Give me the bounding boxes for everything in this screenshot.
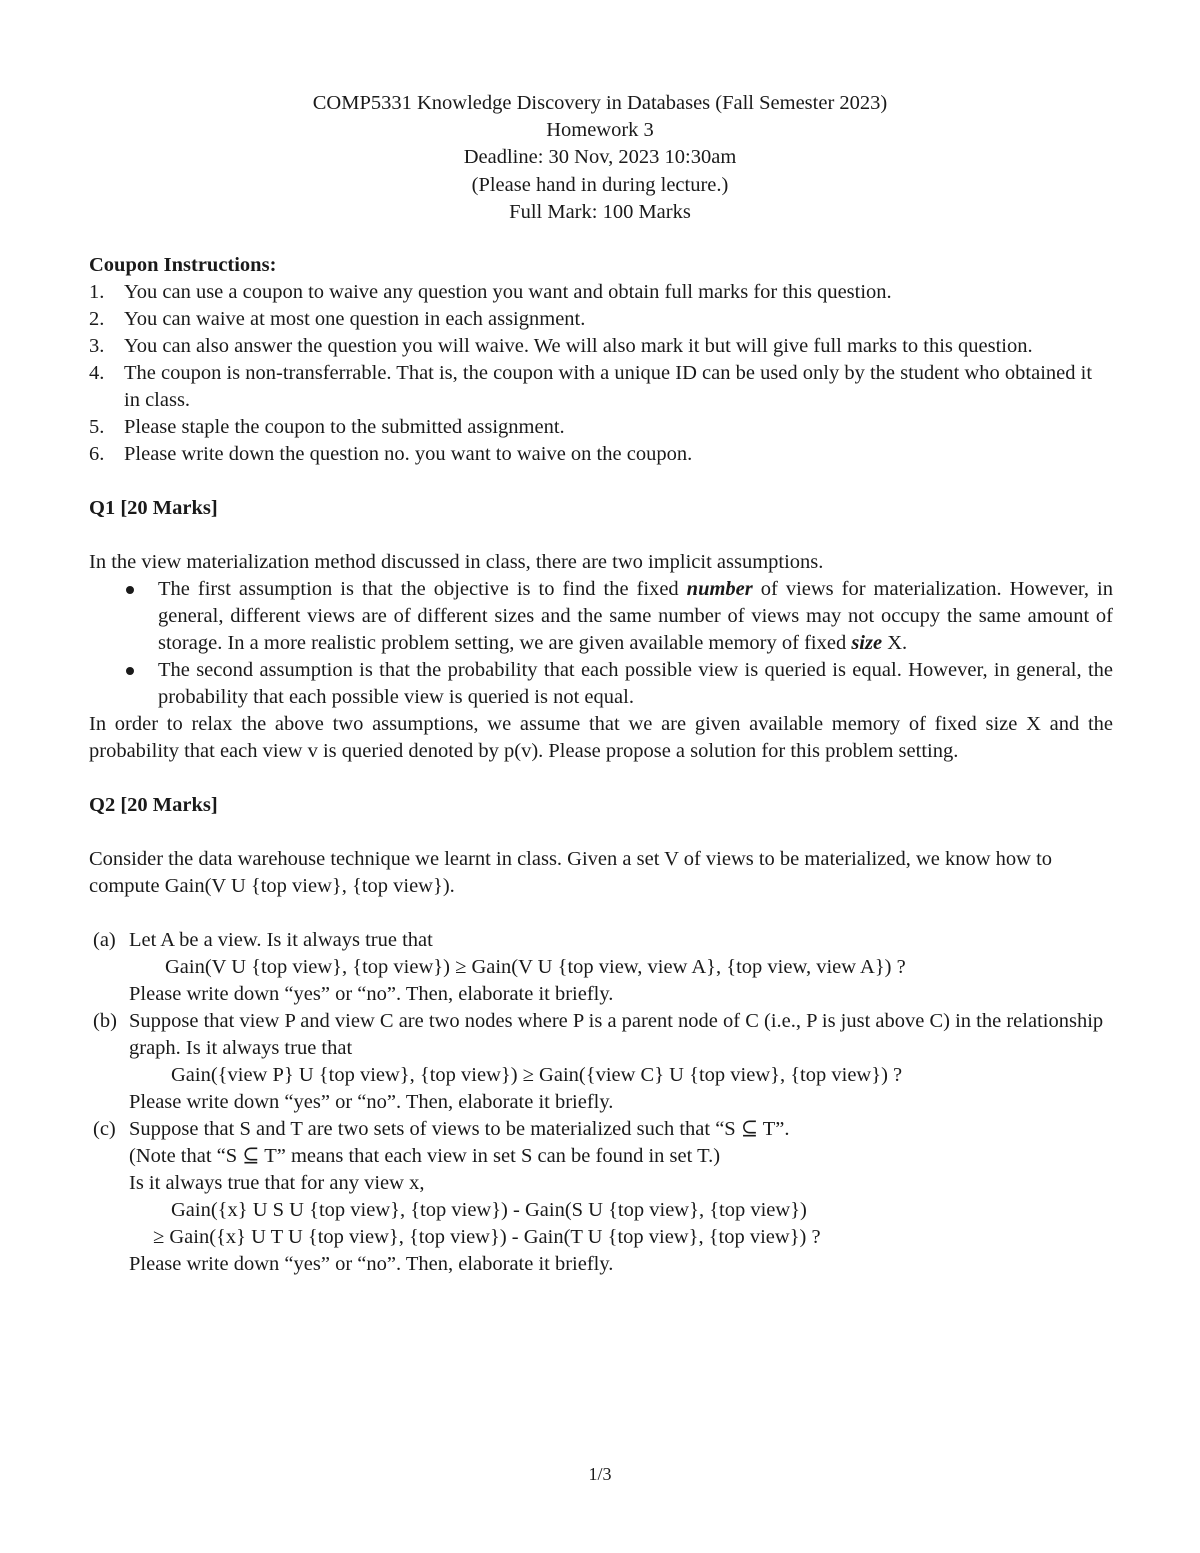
q2-part-b: (b) Suppose that view P and view C are two nodes where P is a parent node of C (i.e., P is just above C) in the relationship graph. Is it always true that Gain({view P} U {top view}, {top view}) ≥ Gain({view C} U {top view}, {top view}) ? Please write down “yes” or “no”. Then, elaborate it briefly. — [89, 1008, 1113, 1116]
bullet-icon — [126, 586, 134, 594]
formula: Gain({view P} U {top view}, {top view}) ≥ Gain({view C} U {top view}, {top view}) ? — [171, 1064, 903, 1086]
part-label: (a) — [93, 929, 116, 951]
formula: ≥ Gain({x} U T U {top view}, {top view}) - Gain(T U {top view}, {top view}) ? — [153, 1226, 821, 1248]
list-text: You can also answer the question you will waive. We will also mark it but will give full marks to this question. — [124, 335, 1033, 357]
list-text: Please write down the question no. you want to waive on the coupon. — [124, 443, 693, 465]
list-text: You can use a coupon to waive any question you want and obtain full marks for this question. — [124, 281, 892, 303]
answer-instruction: Please write down “yes” or “no”. Then, elaborate it briefly. — [129, 1091, 614, 1113]
q2-intro: Consider the data warehouse technique we learnt in class. Given a set V of views to be materialized, we know how to compute Gain(V U {top view}, {top view}). — [89, 848, 1053, 897]
coupon-heading: Coupon Instructions: — [89, 254, 277, 276]
list-text: The coupon is non-transferrable. That is, the coupon with a unique ID can be used only by the student who obtained it in class. — [124, 362, 1093, 411]
list-text: Please staple the coupon to the submitted assignment. — [124, 416, 565, 438]
part-label: (c) — [93, 1118, 116, 1140]
document-body — [89, 252, 1113, 1278]
answer-instruction: Please write down “yes” or “no”. Then, elaborate it briefly. — [129, 1253, 614, 1275]
answer-instruction: Please write down “yes” or “no”. Then, elaborate it briefly. — [129, 983, 614, 1005]
q1-heading: Q1 [20 Marks] — [89, 497, 218, 519]
page-number: 1/3 — [588, 1464, 612, 1484]
q2-part-c: (c) Suppose that S and T are two sets of views to be materialized such that “S ⊆ T”. (Note that “S ⊆ T” means that each view in set S can be found in set T.) Is it always true that for any view x, Gain({x} U S U {top view}, {top view}) - Gain(S U {top view}, {top view}) ≥ Gain({x} U T U {top view}, {top view}) - Gain(T U {top view}, {top view}) ? Please write down “yes” or “no”. Then, elaborate it briefly. — [89, 1116, 1113, 1278]
homework-title: Homework 3 — [546, 119, 654, 142]
list-number: 5. — [89, 416, 105, 438]
q1-assumptions — [89, 576, 1113, 711]
list-item: The second assumption is that the probability that each possible view is queried is equal. However, in general, the probability that each possible view is queried is not equal. — [89, 657, 1113, 711]
emphasis-number: number — [686, 578, 753, 600]
list-item — [89, 441, 1113, 468]
list-item — [89, 333, 1113, 360]
list-number: 4. — [89, 362, 105, 384]
emphasis-size: size — [851, 632, 883, 654]
list-number: 6. — [89, 443, 105, 465]
list-item — [89, 360, 1113, 414]
course-title: COMP5331 Knowledge Discovery in Databases (Fall Semester 2023) — [312, 92, 888, 114]
deadline: Deadline: 30 Nov, 2023 10:30am — [463, 146, 737, 169]
list-item: The first assumption is that the objective is to find the fixed number of views for materialization. However, in general, different views are of different sizes and the same number of views may not occupy the same amount of storage. In a more realistic problem setting, we are given available memory of fixed size X. — [89, 576, 1113, 657]
q1-intro: In the view materialization method discussed in class, there are two implicit assumptions. — [89, 551, 824, 573]
coupon-list — [89, 279, 1113, 468]
list-item — [89, 414, 1113, 441]
document-header — [0, 90, 1200, 226]
q1-task: In order to relax the above two assumptions, we assume that we are given available memory of fixed size X and the probability that each view v is queried denoted by p(v). Please propose a solution for this problem setting. — [89, 713, 1113, 762]
list-text: You can waive at most one question in each assignment. — [124, 308, 586, 330]
hand-in-note: (Please hand in during lecture.) — [471, 173, 729, 196]
formula: Gain(V U {top view}, {top view}) ≥ Gain(V U {top view, view A}, {top view, view A}) ? — [165, 956, 906, 978]
list-item — [89, 279, 1113, 306]
part-label: (b) — [93, 1010, 117, 1032]
list-number: 2. — [89, 308, 105, 330]
list-number: 3. — [89, 335, 105, 357]
list-item — [89, 306, 1113, 333]
q2-part-a: (a) Let A be a view. Is it always true that Gain(V U {top view}, {top view}) ≥ Gain(V U {top view, view A}, {top view, view A}) ? Please write down “yes” or “no”. Then, elaborate it briefly. — [89, 927, 1113, 1008]
formula: Gain({x} U S U {top view}, {top view}) - Gain(S U {top view}, {top view}) — [171, 1199, 807, 1221]
full-mark: Full Mark: 100 Marks — [509, 200, 691, 223]
q2-heading: Q2 [20 Marks] — [89, 794, 218, 816]
list-number: 1. — [89, 281, 105, 303]
bullet-icon — [126, 667, 134, 675]
